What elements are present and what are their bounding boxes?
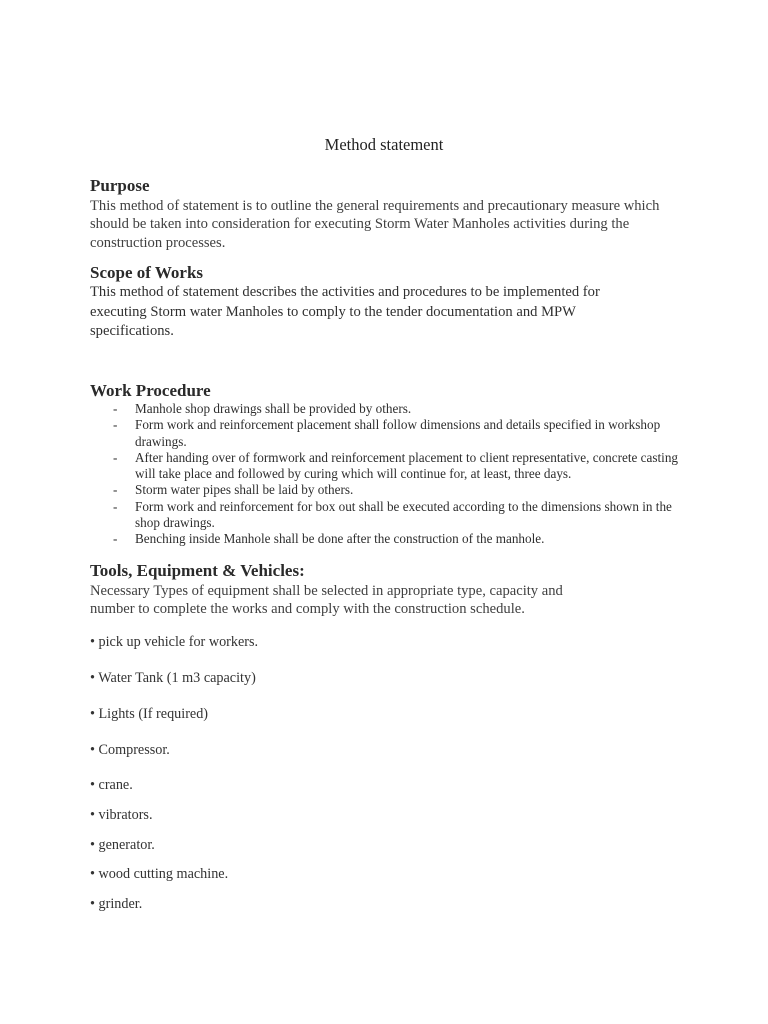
document-title: Method statement	[324, 135, 444, 154]
procedure-item: - Form work and reinforcement for box out shall be executed according to the dimensions shown in the shop drawings.	[113, 498, 672, 531]
procedure-heading: Work Procedure	[90, 381, 211, 400]
equipment-item: • crane.	[90, 777, 133, 793]
purpose-heading: Purpose	[90, 176, 150, 195]
procedure-item: - Form work and reinforcement placement shall follow dimensions and details specified in workshop drawings.	[113, 417, 661, 449]
procedure-item: - Benching inside Manhole shall be done after the construction of the manhole.	[113, 531, 545, 547]
equipment-item: • pick up vehicle for workers.	[90, 634, 259, 650]
procedure-item: - Manhole shop drawings shall be provided by others.	[113, 401, 412, 416]
equipment-item: • generator.	[90, 837, 155, 853]
scope-heading: Scope of Works	[90, 263, 204, 282]
equipment-item: • Water Tank (1 m3 capacity)	[90, 670, 256, 686]
purpose-text: This method of statement is to outline the general requirements and precautionary measure which should be taken into consideration for executing Storm Water Manholes activities during the construction processes.	[90, 198, 660, 251]
procedure-item: - After handing over of formwork and reinforcement placement to client representative, concrete casting will take place and followed by curing which will continue for, at least, three days.	[113, 449, 679, 482]
procedure-list	[90, 401, 690, 548]
equipment-item: • grinder.	[90, 896, 143, 912]
tools-text: Necessary Types of equipment shall be selected in appropriate type, capacity and number to complete the works and comply with the construction schedule.	[90, 583, 563, 618]
tools-heading: Tools, Equipment & Vehicles:	[90, 561, 305, 580]
equipment-item: • Lights (If required)	[90, 706, 209, 722]
equipment-item: • wood cutting machine.	[90, 866, 229, 882]
scope-text: This method of statement describes the activities and procedures to be implemented for executing Storm water Manholes to comply to the tender documentation and MPW specifications.	[90, 284, 600, 339]
procedure-item: - Storm water pipes shall be laid by others.	[113, 482, 354, 498]
equipment-item: • Compressor.	[90, 742, 170, 758]
equipment-item: • vibrators.	[90, 807, 153, 823]
